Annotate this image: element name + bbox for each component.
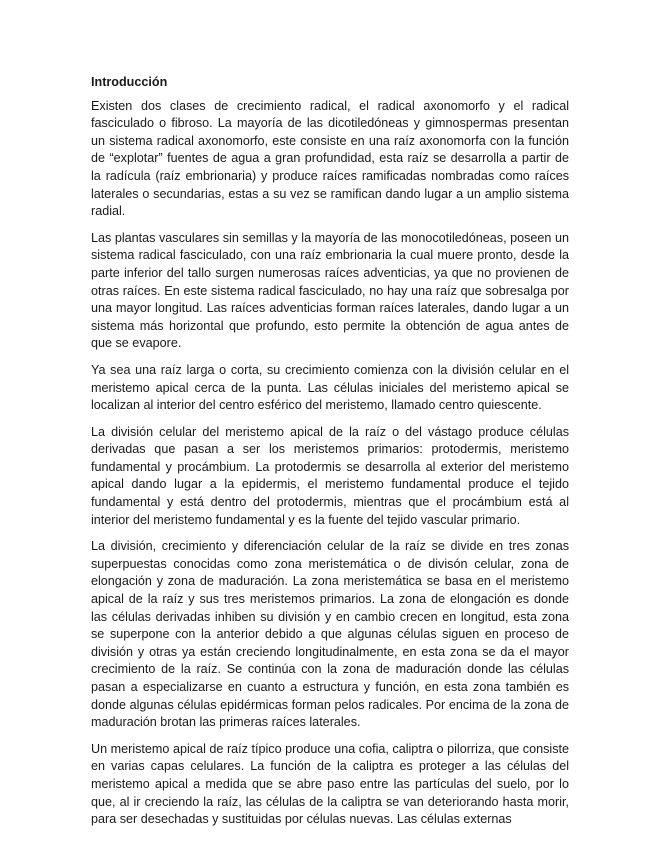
paragraph-apical-meristem: Ya sea una raíz larga o corta, su crecimiento comienza con la división celular en el meristemo apical cerca de la punta. Las células iniciales del meristemo apical se localizan al interior del centro esférico del meristemo, llamado centro quiescente.	[91, 362, 569, 413]
paragraph-root-systems: Existen dos clases de crecimiento radical, el radical axonomorfo y el radical fasciculado o fibroso. La mayoría de las dicotiledóneas y gimnospermas presentan un sistema radical axonomorfo, este consiste en una raíz axonomorfa con la función de “explotar” fuentes de agua a gran profundidad, esta raíz se desarrolla a partir de la radícula (raíz embrionaria) y produce raíces ramificadas nombradas como raíces laterales o secundarias, estas a su vez se ramifican dando lugar a un amplio sistema radial.	[91, 98, 569, 219]
paragraph-primary-meristems: La división celular del meristemo apical de la raíz o del vástago produce células derivadas que pasan a ser los meristemos primarios: protodermis, meristemo fundamental y procámbium. La protodermis se desarrolla al exterior del meristemo apical dando lugar a la epidermis, el meristemo fundamental produce el tejido fundamental y está dentro del protodermis, mientras que el procámbium está al interior del meristemo fundamental y es la fuente del tejido vascular primario.	[91, 424, 569, 527]
paragraph-root-zones: La división, crecimiento y diferenciación celular de la raíz se divide en tres zonas superpuestas conocidas como zona meristemática o de divisón celular, zona de elongación y zona de maduración. La zona meristemática se basa en el meristemo apical de la raíz y sus tres meristemos primarios. La zona de elongación es donde las células derivadas inhiben su división y en cambio crecen en longitud, esta zona se superpone con la anterior debido a que algunas células siguen en proceso de división y otras ya están creciendo longitudinalmente, en esta zona se da el mayor crecimiento de la raíz. Se continúa con la zona de maduración donde las células pasan a especializarse en cuanto a estructura y función, en esta zona también es donde algunas células epidérmicas forman pelos radicales. Por encima de la zona de maduración brotan las primeras raíces laterales.	[91, 539, 569, 730]
section-heading: Introducción	[91, 75, 168, 89]
paragraph-fasciculate-system: Las plantas vasculares sin semillas y la mayoría de las monocotiledóneas, poseen un sistema radical fasciculado, con una raíz embrionaria la cual muere pronto, desde la parte inferior del tallo surgen numerosas raíces adventicias, ya que no provienen de otras raíces. En este sistema radical fasciculado, no hay una raíz que sobresalga por una mayor longitud. Las raíces adventicias forman raíces laterales, dando lugar a un sistema más horizontal que profundo, esto permite la obtención de agua antes de que se evapore.	[91, 230, 569, 351]
document-body	[91, 74, 569, 838]
paragraph-root-cap: Un meristemo apical de raíz típico produce una cofia, caliptra o pilorriza, que consiste en varias capas celulares. La función de la caliptra es proteger a las células del meristemo apical a medida que se abre paso entre las partículas del suelo, por lo que, al ir creciendo la raíz, las células de la caliptra se van deteriorando hasta morir, para ser desechadas y sustituidas por células nuevas. Las células externas	[91, 741, 569, 827]
